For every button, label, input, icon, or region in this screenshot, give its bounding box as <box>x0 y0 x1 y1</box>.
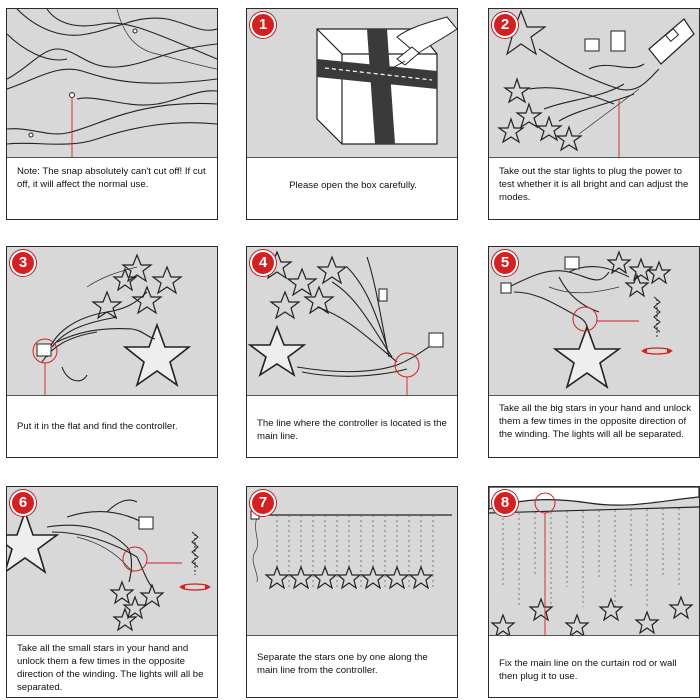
instruction-panel-4 <box>246 246 458 458</box>
illustration-separate-stars <box>247 487 457 636</box>
illustration-open-box <box>247 9 457 158</box>
instruction-panel-1 <box>246 8 458 220</box>
step-number-badge: 4 <box>250 250 276 276</box>
illustration-plug-test <box>489 9 699 158</box>
instruction-panel-7 <box>246 486 458 698</box>
illustration-snap-wires <box>7 9 217 158</box>
step-number-badge: 8 <box>492 490 518 516</box>
step-number-badge: 5 <box>492 250 518 276</box>
illustration-unwind-small-stars <box>7 487 217 636</box>
illustration-lay-flat <box>7 247 217 396</box>
instruction-panel-8 <box>488 486 700 698</box>
step-number-badge: 6 <box>10 490 36 516</box>
panel-caption: Take all the small stars in your hand and unlock them a few times in the opposite direction of the winding. The lights will all be separated. <box>17 643 204 693</box>
step-number-badge: 3 <box>10 250 36 276</box>
illustration-hang-on-rod <box>489 487 699 636</box>
step-number-badge: 1 <box>250 12 276 38</box>
step-number-badge: 2 <box>492 12 518 38</box>
panel-caption: Fix the main line on the curtain rod or wall then plug it to use. <box>499 658 677 682</box>
panel-caption: Note: The snap absolutely can't cut off! If cut off, it will affect the normal use. <box>17 166 206 190</box>
instruction-panel-6 <box>6 486 218 698</box>
instruction-panel-5 <box>488 246 700 458</box>
instruction-panel-2 <box>488 8 700 220</box>
panel-caption: Take out the star lights to plug the power to test whether it is all bright and can adjust the modes. <box>499 166 689 203</box>
illustration-main-line <box>247 247 457 396</box>
panel-caption: Put it in the flat and find the controller. <box>17 421 178 432</box>
instruction-panel-3 <box>6 246 218 458</box>
panel-caption: The line where the controller is located is the main line. <box>257 418 447 442</box>
panel-caption: Take all the big stars in your hand and unlock them a few times in the opposite direction of the winding. The lights will all be separated. <box>499 403 691 440</box>
instruction-panel-note <box>6 8 218 220</box>
panel-caption: Please open the box carefully. <box>289 180 417 191</box>
illustration-unwind-big-stars <box>489 247 699 396</box>
step-number-badge: 7 <box>250 490 276 516</box>
panel-caption: Separate the stars one by one along the main line from the controller. <box>257 652 428 676</box>
